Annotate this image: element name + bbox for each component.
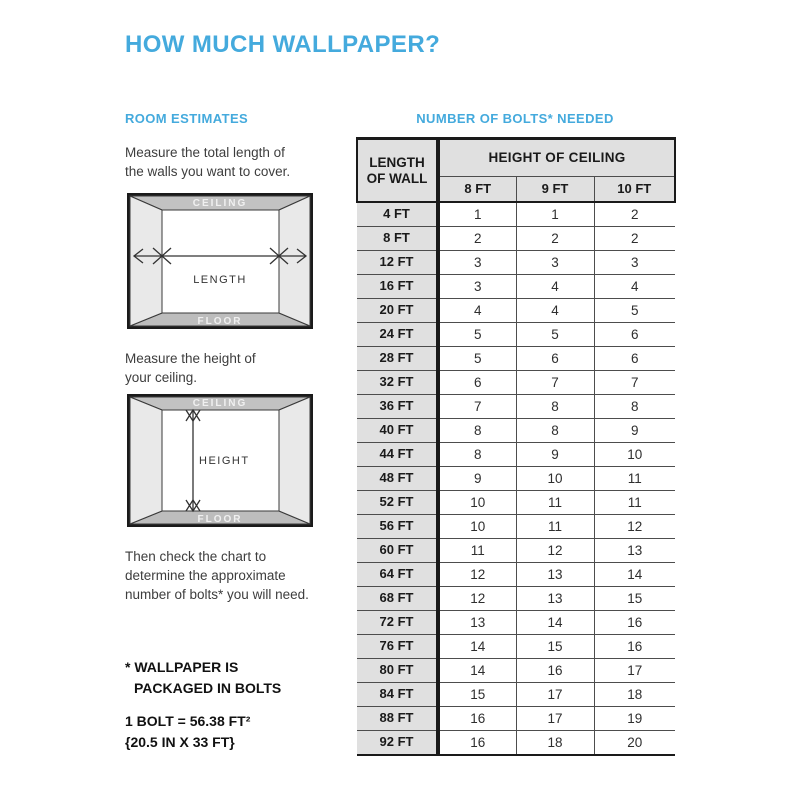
table-row bbox=[357, 202, 675, 227]
bolts-value-cell: 12 bbox=[438, 563, 516, 587]
bolts-value-cell: 5 bbox=[594, 299, 675, 323]
bolts-value-cell: 10 bbox=[516, 467, 594, 491]
height-dimension-label: HEIGHT bbox=[199, 455, 250, 467]
bolts-value-cell: 13 bbox=[594, 539, 675, 563]
length-dimension-label: LENGTH bbox=[193, 274, 247, 286]
bolts-value-cell: 6 bbox=[594, 347, 675, 371]
bolts-value-cell: 18 bbox=[516, 731, 594, 756]
step2-instruction bbox=[125, 349, 256, 387]
table-row bbox=[357, 419, 675, 443]
bolts-table-heading: NUMBER OF BOLTS* NEEDED bbox=[416, 111, 614, 126]
table-row bbox=[357, 683, 675, 707]
bolts-value-cell: 7 bbox=[438, 395, 516, 419]
ceiling-label: CEILING bbox=[192, 198, 248, 209]
bolts-value-cell: 14 bbox=[438, 635, 516, 659]
bolts-value-cell: 2 bbox=[438, 227, 516, 251]
wall-length-cell: 40 FT bbox=[357, 419, 438, 443]
bolts-value-cell: 15 bbox=[516, 635, 594, 659]
table-row bbox=[357, 707, 675, 731]
bolts-value-cell: 17 bbox=[516, 707, 594, 731]
bolts-value-cell: 3 bbox=[438, 251, 516, 275]
bolts-value-cell: 3 bbox=[438, 275, 516, 299]
wall-length-cell: 52 FT bbox=[357, 491, 438, 515]
wall-length-cell: 16 FT bbox=[357, 275, 438, 299]
bolts-value-cell: 15 bbox=[594, 587, 675, 611]
table-row bbox=[357, 395, 675, 419]
wall-length-cell: 92 FT bbox=[357, 731, 438, 756]
bolts-value-cell: 9 bbox=[594, 419, 675, 443]
table-row bbox=[357, 587, 675, 611]
bolts-value-cell: 14 bbox=[438, 659, 516, 683]
bolts-value-cell: 6 bbox=[438, 371, 516, 395]
table-row bbox=[357, 731, 675, 756]
bolts-value-cell: 14 bbox=[516, 611, 594, 635]
table-row bbox=[357, 227, 675, 251]
bolts-value-cell: 16 bbox=[594, 611, 675, 635]
bolts-value-cell: 12 bbox=[516, 539, 594, 563]
length-of-wall-line2: OF WALL bbox=[366, 170, 428, 186]
bolts-value-cell: 16 bbox=[594, 635, 675, 659]
wall-length-cell: 56 FT bbox=[357, 515, 438, 539]
bolts-value-cell: 5 bbox=[516, 323, 594, 347]
bolts-value-cell: 1 bbox=[438, 202, 516, 227]
bolts-value-cell: 4 bbox=[516, 299, 594, 323]
table-row bbox=[357, 563, 675, 587]
bolts-value-cell: 7 bbox=[594, 371, 675, 395]
step1-line2: the walls you want to cover. bbox=[125, 164, 291, 179]
bolts-value-cell: 4 bbox=[438, 299, 516, 323]
bolts-value-cell: 9 bbox=[516, 443, 594, 467]
footnote-line1: * WALLPAPER IS bbox=[125, 659, 239, 675]
wall-length-cell: 32 FT bbox=[357, 371, 438, 395]
ceiling-label: CEILING bbox=[192, 398, 248, 409]
bolts-value-cell: 12 bbox=[594, 515, 675, 539]
table-row bbox=[357, 467, 675, 491]
wall-length-cell: 72 FT bbox=[357, 611, 438, 635]
bolt-size-info bbox=[125, 711, 250, 753]
height-room-diagram bbox=[127, 394, 313, 527]
bolt-table-body bbox=[357, 202, 675, 755]
bolts-value-cell: 16 bbox=[438, 707, 516, 731]
bolts-value-cell: 4 bbox=[516, 275, 594, 299]
bolts-value-cell: 17 bbox=[594, 659, 675, 683]
wall-length-cell: 64 FT bbox=[357, 563, 438, 587]
page-title: HOW MUCH WALLPAPER? bbox=[125, 31, 441, 58]
wall-length-cell: 24 FT bbox=[357, 323, 438, 347]
step3-instruction bbox=[125, 547, 309, 604]
table-row bbox=[357, 323, 675, 347]
wall-length-cell: 28 FT bbox=[357, 347, 438, 371]
bolts-value-cell: 3 bbox=[594, 251, 675, 275]
bolts-value-cell: 1 bbox=[516, 202, 594, 227]
length-of-wall-header bbox=[357, 139, 438, 203]
bolts-value-cell: 2 bbox=[594, 227, 675, 251]
table-row bbox=[357, 275, 675, 299]
bolts-value-cell: 11 bbox=[516, 491, 594, 515]
wall-length-cell: 44 FT bbox=[357, 443, 438, 467]
table-row bbox=[357, 347, 675, 371]
wallpaper-bolts-footnote bbox=[125, 657, 281, 699]
wall-length-cell: 36 FT bbox=[357, 395, 438, 419]
ceiling-9ft-header: 9 FT bbox=[516, 177, 594, 203]
wall-length-cell: 12 FT bbox=[357, 251, 438, 275]
bolts-value-cell: 13 bbox=[438, 611, 516, 635]
step2-line2: your ceiling. bbox=[125, 370, 198, 385]
bolts-value-cell: 13 bbox=[516, 587, 594, 611]
bolts-value-cell: 5 bbox=[438, 323, 516, 347]
floor-label: FLOOR bbox=[197, 316, 243, 327]
bolts-value-cell: 11 bbox=[594, 467, 675, 491]
bolts-value-cell: 14 bbox=[594, 563, 675, 587]
left-wall bbox=[130, 397, 162, 524]
bolts-value-cell: 11 bbox=[516, 515, 594, 539]
wall-length-cell: 48 FT bbox=[357, 467, 438, 491]
bolts-value-cell: 8 bbox=[438, 443, 516, 467]
bolts-value-cell: 8 bbox=[438, 419, 516, 443]
table-header-row-1 bbox=[357, 139, 675, 177]
bolts-value-cell: 10 bbox=[594, 443, 675, 467]
back-wall bbox=[162, 210, 279, 313]
step3-line2: determine the approximate bbox=[125, 568, 286, 583]
bolts-value-cell: 13 bbox=[516, 563, 594, 587]
room-estimates-heading: ROOM ESTIMATES bbox=[125, 111, 249, 126]
height-of-ceiling-header: HEIGHT OF CEILING bbox=[438, 139, 675, 177]
bolts-value-cell: 17 bbox=[516, 683, 594, 707]
bolt-info-line1: 1 BOLT = 56.38 FT² bbox=[125, 713, 251, 729]
length-room-diagram bbox=[127, 193, 313, 329]
bolts-value-cell: 10 bbox=[438, 515, 516, 539]
table-row bbox=[357, 491, 675, 515]
bolts-value-cell: 11 bbox=[438, 539, 516, 563]
bolts-value-cell: 3 bbox=[516, 251, 594, 275]
step1-instruction bbox=[125, 143, 290, 181]
wall-length-cell: 68 FT bbox=[357, 587, 438, 611]
table-row bbox=[357, 371, 675, 395]
bolts-value-cell: 19 bbox=[594, 707, 675, 731]
step3-line1: Then check the chart to bbox=[125, 549, 267, 564]
wall-length-cell: 80 FT bbox=[357, 659, 438, 683]
bolts-value-cell: 6 bbox=[594, 323, 675, 347]
footnote-line2: PACKAGED IN BOLTS bbox=[134, 680, 282, 696]
bolts-value-cell: 7 bbox=[516, 371, 594, 395]
wall-length-cell: 4 FT bbox=[357, 202, 438, 227]
table-row bbox=[357, 443, 675, 467]
wall-length-cell: 60 FT bbox=[357, 539, 438, 563]
bolts-value-cell: 15 bbox=[438, 683, 516, 707]
wall-length-cell: 8 FT bbox=[357, 227, 438, 251]
wall-length-cell: 20 FT bbox=[357, 299, 438, 323]
wall-length-cell: 88 FT bbox=[357, 707, 438, 731]
table-row bbox=[357, 299, 675, 323]
table-row bbox=[357, 251, 675, 275]
wall-length-cell: 84 FT bbox=[357, 683, 438, 707]
bolts-value-cell: 2 bbox=[516, 227, 594, 251]
bolts-value-cell: 20 bbox=[594, 731, 675, 756]
bolts-value-cell: 8 bbox=[516, 395, 594, 419]
table-row bbox=[357, 515, 675, 539]
bolt-info-line2: {20.5 IN X 33 FT} bbox=[125, 734, 235, 750]
wall-length-cell: 76 FT bbox=[357, 635, 438, 659]
bolts-value-cell: 9 bbox=[438, 467, 516, 491]
bolts-value-cell: 6 bbox=[516, 347, 594, 371]
table-row bbox=[357, 611, 675, 635]
bolts-value-cell: 16 bbox=[438, 731, 516, 756]
bolts-value-cell: 12 bbox=[438, 587, 516, 611]
bolts-value-cell: 2 bbox=[594, 202, 675, 227]
bolts-needed-table bbox=[356, 137, 676, 756]
bolts-value-cell: 10 bbox=[438, 491, 516, 515]
bolts-value-cell: 5 bbox=[438, 347, 516, 371]
bolts-value-cell: 11 bbox=[594, 491, 675, 515]
table-row bbox=[357, 635, 675, 659]
step2-line1: Measure the height of bbox=[125, 351, 256, 366]
right-wall bbox=[279, 397, 310, 524]
bolts-value-cell: 8 bbox=[594, 395, 675, 419]
bolts-value-cell: 16 bbox=[516, 659, 594, 683]
bolts-value-cell: 8 bbox=[516, 419, 594, 443]
step1-line1: Measure the total length of bbox=[125, 145, 285, 160]
ceiling-8ft-header: 8 FT bbox=[438, 177, 516, 203]
bolts-value-cell: 18 bbox=[594, 683, 675, 707]
step3-line3: number of bolts* you will need. bbox=[125, 587, 309, 602]
length-of-wall-line1: LENGTH bbox=[369, 154, 425, 170]
table-row bbox=[357, 659, 675, 683]
bolts-value-cell: 4 bbox=[594, 275, 675, 299]
table-row bbox=[357, 539, 675, 563]
ceiling-10ft-header: 10 FT bbox=[594, 177, 675, 203]
floor-label: FLOOR bbox=[197, 514, 243, 525]
